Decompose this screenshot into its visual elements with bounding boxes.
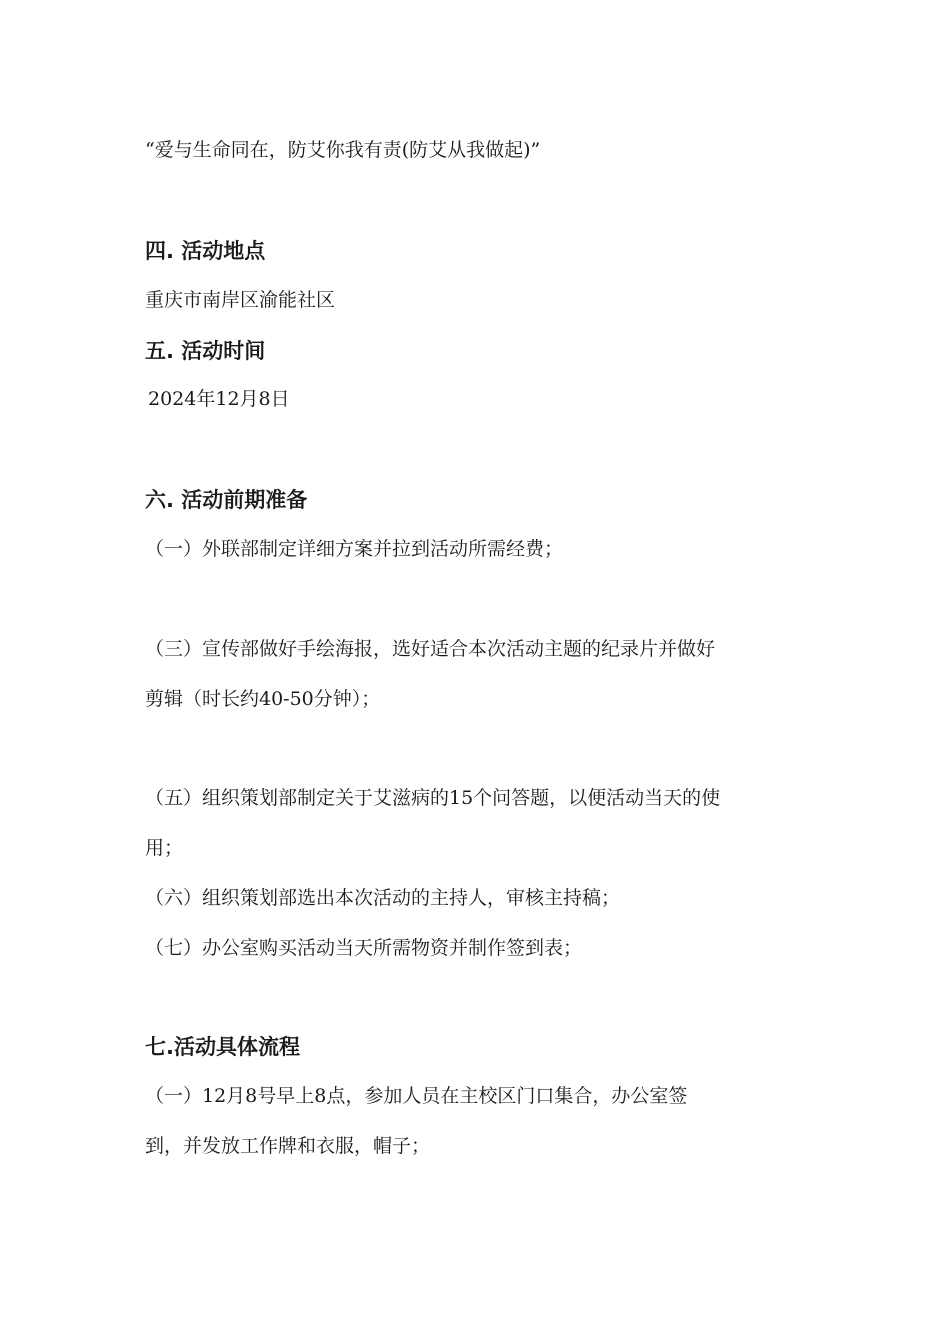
prep-item-5: （五）组织策划部制定关于艾滋病的15个问答题，以便活动当天的使 — [145, 787, 721, 809]
section-6-heading: 六. 活动前期准备 — [145, 488, 308, 512]
section-5-heading: 五. 活动时间 — [145, 339, 266, 363]
prep-item-3: （三）宣传部做好手绘海报，选好适合本次活动主题的纪录片并做好 — [145, 638, 716, 660]
activity-date: 2024年12月8日 — [148, 388, 290, 410]
section-4-heading: 四. 活动地点 — [145, 239, 266, 263]
prep-item-3-cont: 剪辑（时长约40-50分钟）； — [145, 688, 381, 710]
section-7-heading: 七.活动具体流程 — [145, 1035, 300, 1059]
prep-item-7: （七）办公室购买活动当天所需物资并制作签到表； — [145, 937, 583, 959]
activity-location: 重庆市南岸区渝能社区 — [145, 289, 336, 311]
theme-line: “爱与生命同在，防艾你我有责(防艾从我做起)” — [145, 139, 541, 161]
prep-item-5-cont: 用； — [145, 837, 184, 859]
flow-item-1: （一）12月8号早上8点，参加人员在主校区门口集合，办公室签 — [145, 1085, 688, 1107]
prep-item-1: （一）外联部制定详细方案并拉到活动所需经费； — [145, 538, 564, 560]
flow-item-1-cont: 到，并发放工作牌和衣服，帽子； — [145, 1135, 431, 1157]
prep-item-6: （六）组织策划部选出本次活动的主持人，审核主持稿； — [145, 887, 621, 909]
